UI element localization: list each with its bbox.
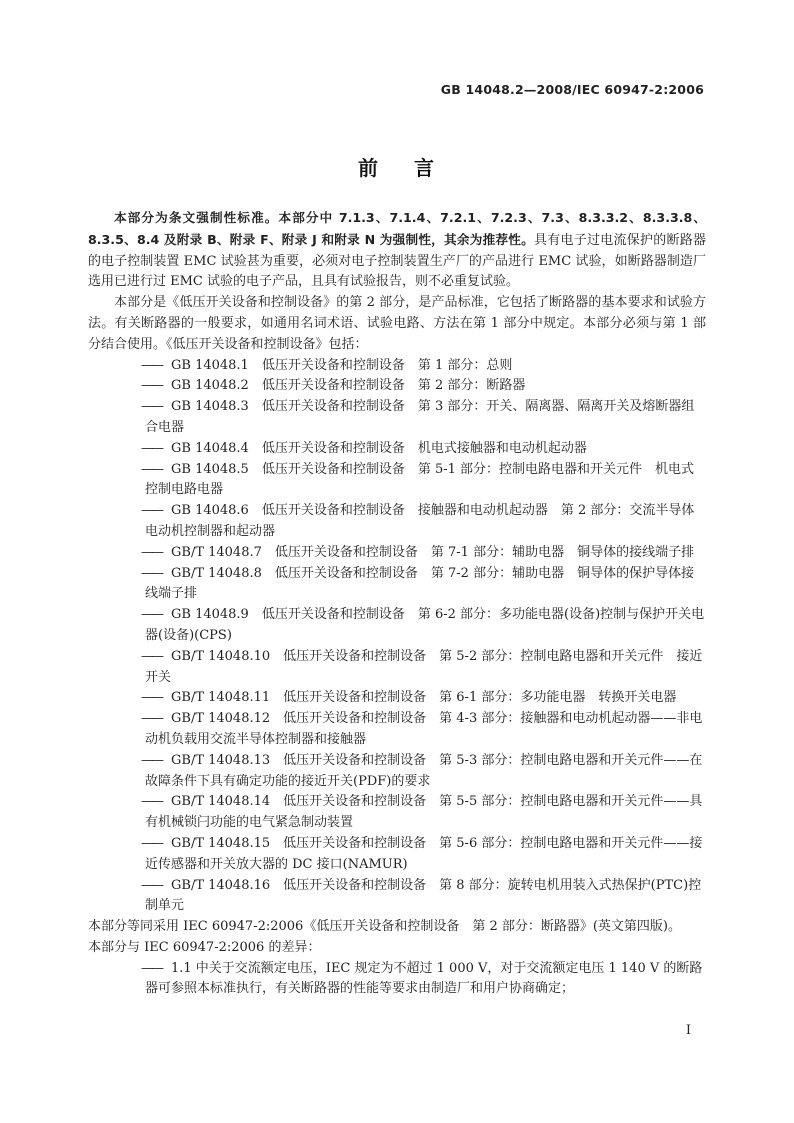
standard-list-item: —— GB/T 14048.10 低压开关设备和控制设备 第 5-2 部分：控制电路电器和开关元件 接近开关 xyxy=(88,647,706,689)
mandatory-statement: 本部分为条文强制性标准。本部分中 7.1.3、7.1.4、7.2.1、7.2.3、7.3、8.3.3.2、8.3.3.8、8.3.5、8.4 及附录 B、附录 F、附录 J 和附录 N 为强制性，其余为推荐性。 xyxy=(88,210,706,247)
standard-list-item: —— GB/T 14048.8 低压开关设备和控制设备 第 7-2 部分：辅助电器 铜导体的保护导体接线端子排 xyxy=(88,564,706,606)
dash-marker xyxy=(115,647,161,668)
emc-statement: 具有电子过电流保护的断路器的电子控制装置 EMC 试验甚为重要，必须对电子控制装置生产厂的产品进行 EMC 试验，如断路器制造厂选用已进行过 EMC 试验的电子产品，且具有试验报告，则不必重复试验。 xyxy=(88,232,706,290)
dash-marker xyxy=(115,751,161,772)
standard-list-item: —— GB 14048.2 低压开关设备和控制设备 第 2 部分：断路器 xyxy=(88,376,706,397)
dash-marker xyxy=(115,688,161,709)
dash-marker xyxy=(115,543,161,564)
dash-marker xyxy=(115,834,161,855)
dash-marker xyxy=(115,501,161,522)
document-body xyxy=(88,208,706,1000)
standard-list-item: —— GB/T 14048.11 低压开关设备和控制设备 第 6-1 部分：多功能电器 转换开关电器 xyxy=(88,688,706,709)
dash-marker xyxy=(115,376,161,397)
standard-list-item: —— GB/T 14048.12 低压开关设备和控制设备 第 4-3 部分：接触器和电动机起动器——非电动机负载用交流半导体控制器和接触器 xyxy=(88,709,706,751)
dash-marker xyxy=(115,709,161,730)
adoption-paragraph: 本部分等同采用 IEC 60947-2:2006《低压开关设备和控制设备 第 2 部分：断路器》(英文第四版)。 xyxy=(88,919,681,935)
dash-marker xyxy=(115,356,161,377)
standard-list-item: —— GB 14048.1 低压开关设备和控制设备 第 1 部分：总则 xyxy=(88,356,706,377)
scope-paragraph: 本部分是《低压开关设备和控制设备》的第 2 部分，是产品标准，它包括了断路器的基本要求和试验方法。有关断路器的一般要求，如通用名词术语、试验电路、方法在第 1 部分中规定。本部分必须与第 1 部分结合使用。《低压开关设备和控制设备》包括： xyxy=(88,295,706,352)
dash-marker xyxy=(115,876,161,897)
standard-list-item: —— GB 14048.3 低压开关设备和控制设备 第 3 部分：开关、隔离器、隔离开关及熔断器组合电器 xyxy=(88,397,706,439)
standard-list-item: —— GB/T 14048.16 低压开关设备和控制设备 第 8 部分：旋转电机用装入式热保护(PTC)控制单元 xyxy=(88,876,706,918)
dash-marker xyxy=(115,439,161,460)
dash-marker xyxy=(115,792,161,813)
standard-list-item: —— GB/T 14048.13 低压开关设备和控制设备 第 5-3 部分：控制电路电器和开关元件——在故障条件下具有确定功能的接近开关(PDF)的要求 xyxy=(88,751,706,793)
standard-list-item: —— GB 14048.4 低压开关设备和控制设备 机电式接触器和电动机起动器 xyxy=(88,439,706,460)
standard-list-item: —— GB 14048.6 低压开关设备和控制设备 接触器和电动机起动器 第 2 部分：交流半导体电动机控制器和起动器 xyxy=(88,501,706,543)
difference-list-item: —— 1.1 中关于交流额定电压，IEC 规定为不超过 1 000 V，对于交流额定电压 1 140 V 的断路器可参照本标准执行，有关断路器的性能等要求由制造厂和用户协商确定； xyxy=(88,959,706,1001)
dash-marker xyxy=(115,959,161,980)
dash-marker xyxy=(115,397,161,418)
page-number: I xyxy=(685,1023,691,1038)
standard-list-item: —— GB 14048.5 低压开关设备和控制设备 第 5-1 部分：控制电路电器和开关元件 机电式控制电路电器 xyxy=(88,460,706,502)
dash-marker xyxy=(115,460,161,481)
standard-list-item: —— GB/T 14048.7 低压开关设备和控制设备 第 7-1 部分：辅助电器 铜导体的接线端子排 xyxy=(88,543,706,564)
title-char: 言 xyxy=(414,156,436,180)
differences-heading: 本部分与 IEC 60947-2:2006 的差异： xyxy=(88,939,321,955)
dash-marker xyxy=(115,605,161,626)
title-char: 前 xyxy=(358,156,380,180)
standard-list-item: —— GB 14048.9 低压开关设备和控制设备 第 6-2 部分：多功能电器(设备)控制与保护开关电器(设备)(CPS) xyxy=(88,605,706,647)
page-title xyxy=(0,152,794,181)
standard-list-item: —— GB/T 14048.15 低压开关设备和控制设备 第 5-6 部分：控制电路电器和开关元件——接近传感器和开关放大器的 DC 接口(NAMUR) xyxy=(88,834,706,876)
document-number: GB 14048.2—2008/IEC 60947-2:2006 xyxy=(440,82,704,97)
dash-marker xyxy=(115,564,161,585)
standard-list-item: —— GB/T 14048.14 低压开关设备和控制设备 第 5-5 部分：控制电路电器和开关元件——具有机械锁闩功能的电气紧急制动装置 xyxy=(88,792,706,834)
intro-paragraph xyxy=(88,208,706,293)
